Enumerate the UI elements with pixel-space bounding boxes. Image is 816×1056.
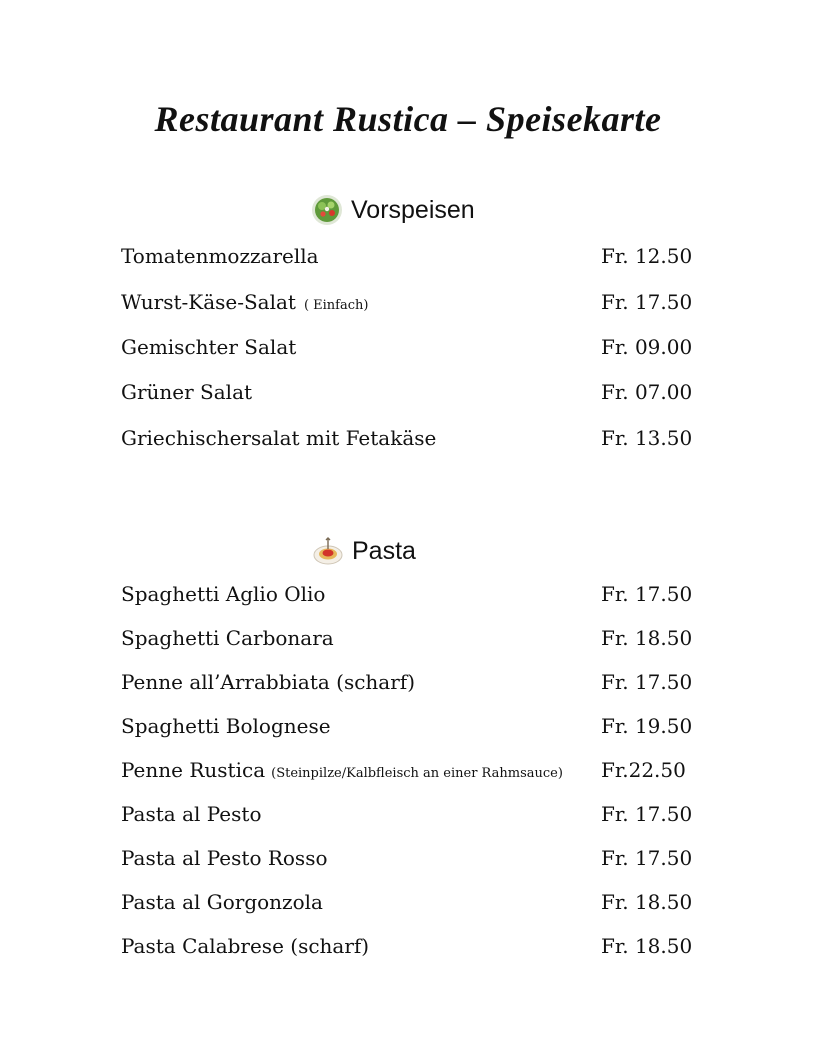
- section-heading-label: Pasta: [352, 536, 416, 565]
- page-title: Restaurant Rustica – Speisekarte: [154, 99, 662, 139]
- menu-item-price: Fr. 18.50: [601, 626, 693, 650]
- menu-item-name: Spaghetti Bolognese: [121, 714, 331, 738]
- menu-item-price: Fr. 17.50: [601, 802, 693, 826]
- menu-item-price: Fr. 17.50: [601, 670, 693, 694]
- menu-item-note: (Steinpilze/Kalbfleisch an einer Rahmsauce): [271, 766, 563, 781]
- menu-item-name: Grüner Salat: [121, 380, 253, 404]
- menu-item-name: Gemischter Salat: [121, 335, 297, 359]
- menu-item-price: Fr.22.50: [601, 758, 686, 782]
- menu-item-price: Fr. 18.50: [601, 890, 693, 914]
- menu-item-price: Fr. 09.00: [601, 335, 693, 359]
- section-heading-vorspeisen: [311, 194, 475, 226]
- menu-item-price: Fr. 17.50: [601, 290, 693, 314]
- section-heading-label: Vorspeisen: [351, 195, 475, 224]
- menu-item-price: Fr. 19.50: [601, 714, 693, 738]
- menu-item-price: Fr. 13.50: [601, 426, 693, 450]
- pasta-icon: [312, 535, 344, 567]
- menu-item-name: Penne all’Arrabbiata (scharf): [121, 670, 415, 694]
- menu-item-name: Tomatenmozzarella: [121, 244, 319, 268]
- salad-icon: [311, 194, 343, 226]
- menu-item-name: Penne Rustica: [121, 758, 266, 782]
- menu-item-price: Fr. 17.50: [601, 846, 693, 870]
- menu-item-note: ( Einfach): [303, 298, 369, 313]
- menu-item-price: Fr. 12.50: [601, 244, 693, 268]
- menu-item-price: Fr. 07.00: [601, 380, 693, 404]
- menu-item-name: Pasta al Pesto Rosso: [121, 846, 328, 870]
- menu-item-name: Griechischersalat mit Fetakäse: [121, 426, 437, 450]
- menu-item-name: Pasta al Pesto: [121, 802, 262, 826]
- menu-item-name: Spaghetti Carbonara: [121, 626, 334, 650]
- menu-item-name: Pasta Calabrese (scharf): [121, 934, 370, 958]
- menu-item-price: Fr. 17.50: [601, 582, 693, 606]
- menu-item-name: Spaghetti Aglio Olio: [121, 582, 326, 606]
- menu-item-name: Wurst-Käse-Salat: [121, 290, 296, 314]
- menu-item-price: Fr. 18.50: [601, 934, 693, 958]
- menu-item-name: Pasta al Gorgonzola: [121, 890, 323, 914]
- section-heading-pasta: [312, 535, 416, 567]
